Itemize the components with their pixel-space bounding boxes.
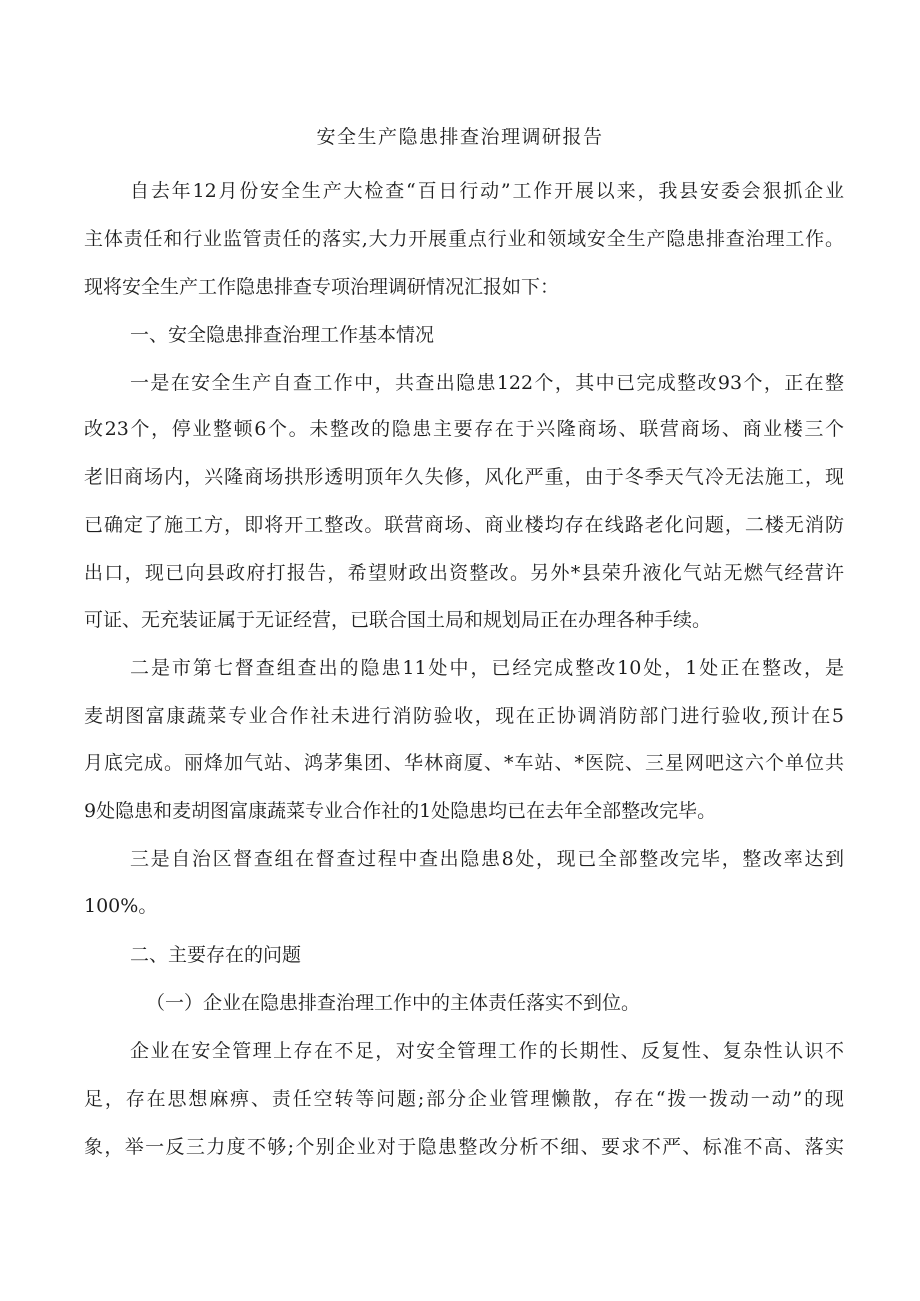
paragraph-line: 二是市第七督查组查出的隐患11处中，已经完成整改10处，1处正在整改，是: [130, 657, 844, 679]
paragraph-line: 老旧商场内，兴隆商场拱形透明顶年久失修，风化严重，由于冬季天气冷无法施工，现: [84, 466, 844, 488]
document-title: 安全生产隐患排查治理调研报告: [316, 126, 604, 148]
paragraph-line: 现将安全生产工作隐患排查专项治理调研情况汇报如下：: [84, 276, 560, 298]
section-heading: 一、安全隐患排查治理工作基本情况: [130, 324, 435, 346]
paragraph-line: 100%。: [84, 895, 158, 917]
paragraph-line: 足，存在思想麻痹、责任空转等问题;部分企业管理懒散，存在“拨一拨动一动”的现: [84, 1088, 844, 1110]
paragraph-line: 月底完成。丽烽加气站、鸿茅集团、华林商厦、*车站、*医院、三星网吧这六个单位共: [84, 752, 844, 774]
paragraph-line: 已确定了施工方，即将开工整改。联营商场、商业楼均存在线路老化问题，二楼无消防: [84, 514, 844, 536]
paragraph-line: 象，举一反三力度不够;个别企业对于隐患整改分析不细、要求不严、标准不高、落实: [84, 1136, 844, 1158]
paragraph-line: 出口，现已向县政府打报告，希望财政出资整改。另外*县荣升液化气站无燃气经营许: [84, 562, 844, 584]
paragraph-line: 一是在安全生产自查工作中，共查出隐患122个，其中已完成整改93个，正在整: [130, 372, 844, 394]
paragraph-line: 麦胡图富康蔬菜专业合作社未进行消防验收，现在正协调消防部门进行验收,预计在5: [84, 705, 844, 727]
section-heading: 二、主要存在的问题: [130, 944, 302, 966]
subsection-heading: （一）企业在隐患排查治理工作中的主体责任落实不到位。: [146, 992, 641, 1014]
paragraph-line: 改23个，停业整顿6个。未整改的隐患主要存在于兴隆商场、联营商场、商业楼三个: [84, 418, 844, 440]
paragraph-line: 三是自治区督查组在督查过程中查出隐患8处，现已全部整改完毕，整改率达到: [130, 848, 844, 870]
paragraph-line: 企业在安全管理上存在不足，对安全管理工作的长期性、反复性、复杂性认识不: [130, 1040, 844, 1062]
paragraph-line: 自去年12月份安全生产大检查“百日行动”工作开展以来，我县安委会狠抓企业: [130, 180, 844, 202]
paragraph-line: 主体责任和行业监管责任的落实,大力开展重点行业和领域安全生产隐患排查治理工作。: [84, 228, 844, 250]
paragraph-line: 9处隐患和麦胡图富康蔬菜专业合作社的1处隐患均已在去年全部整改完毕。: [84, 800, 717, 822]
paragraph-line: 可证、无充装证属于无证经营，已联合国土局和规划局正在办理各种手续。: [84, 609, 712, 631]
